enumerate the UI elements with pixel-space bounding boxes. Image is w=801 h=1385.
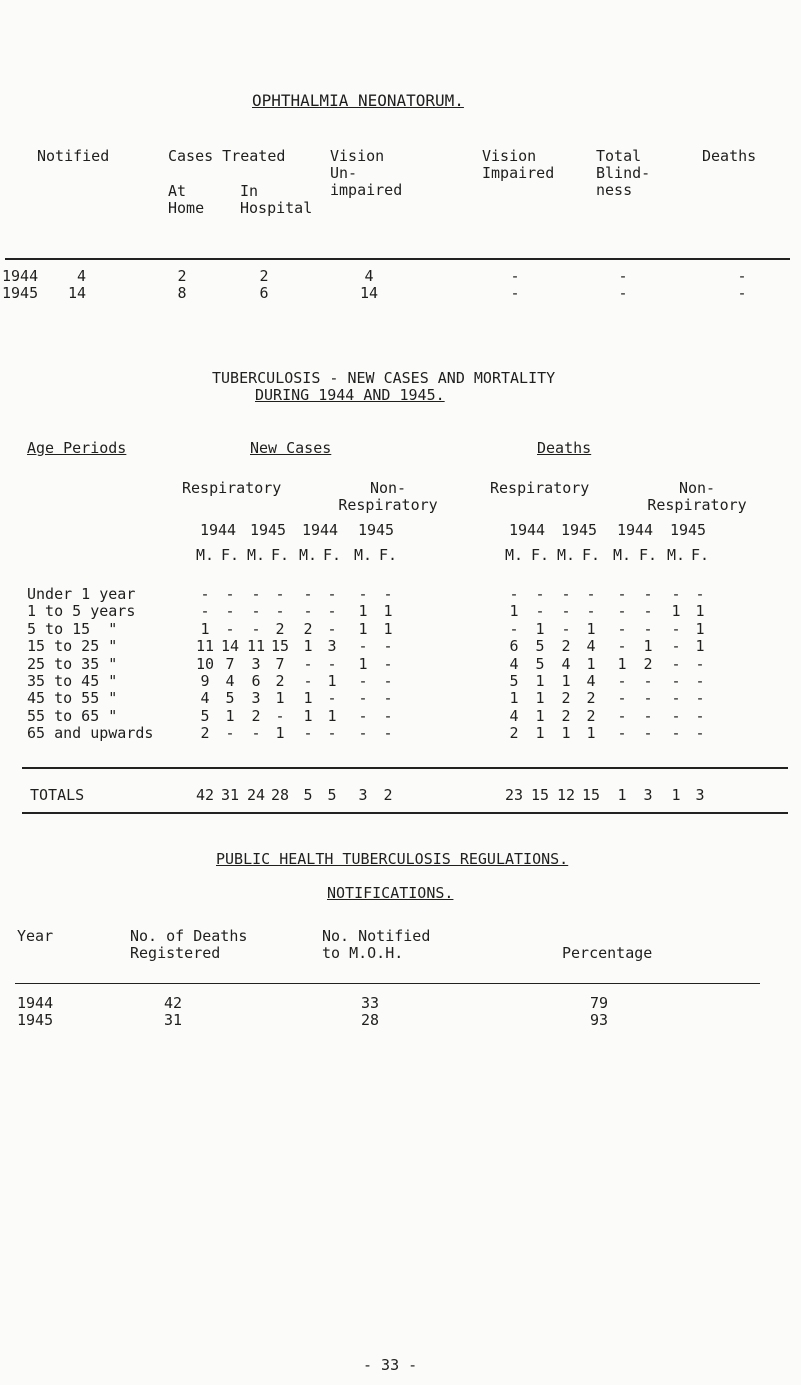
table-cell: 2 [561,706,571,725]
age-period-label: 25 to 35 " [27,654,118,673]
table-cell: - [225,724,235,743]
table-cell: - [643,706,653,725]
table-cell: - [383,637,393,656]
unimpaired-value: 14 [359,284,379,302]
table-cell: 1 [358,654,368,673]
table-cell: - [617,672,627,690]
sex-header: F. [322,546,342,564]
table-cell: - [358,672,368,690]
at-home-value: 8 [177,284,187,302]
table-cell: - [358,724,368,743]
total-cell: 3 [358,786,368,804]
total-cell: 5 [327,786,337,804]
deaths-non-respiratory: Non- Respiratory [647,479,747,514]
table-cell: 1 [695,619,705,638]
reg-year: 1945 [17,1011,54,1029]
table-cell: - [617,637,627,656]
total-cell: 12 [556,786,576,804]
year-header: 1944 [508,521,546,539]
table-cell: 1 [535,689,545,708]
table-cell: 2 [561,637,571,656]
impaired-value: - [510,267,520,285]
deaths-label: Deaths [537,439,592,457]
totals-bottom-rule [22,812,788,814]
table-cell: - [671,724,681,743]
table-cell: - [275,585,285,603]
table-cell: - [695,724,705,743]
totals-label: TOTALS [30,786,85,804]
table-cell: 1 [535,724,545,743]
table-cell: - [303,654,313,673]
sex-header: F. [690,546,710,564]
table-cell: 4 [586,672,596,690]
total-cell: 31 [220,786,240,804]
table-cell: - [617,602,627,621]
table-cell: 5 [225,689,235,708]
table-cell: 4 [561,654,571,673]
table-cell: - [383,706,393,725]
table-cell: 1 [586,619,596,638]
new-cases-label: New Cases [250,439,332,457]
table-cell: - [383,654,393,673]
age-periods-label: Age Periods [27,439,127,457]
sex-header: F. [378,546,398,564]
table-cell: 9 [200,672,210,690]
age-period-label: 45 to 55 " [27,689,118,708]
table-cell: - [327,602,337,621]
table-cell: - [383,585,393,603]
table-cell: - [617,619,627,638]
table-cell: 1 [695,602,705,621]
table-cell: - [561,585,571,603]
year: 1945 [2,284,39,302]
table-cell: 4 [225,672,235,690]
table-cell: - [327,619,337,638]
table-cell: 2 [586,706,596,725]
sex-header: M. [666,546,686,564]
tb-title-line2: DURING 1944 AND 1945. [255,386,445,404]
table-cell: 10 [195,654,215,673]
table-cell: - [358,689,368,708]
table-cell: - [327,689,337,708]
table-cell: 1 [200,619,210,638]
table-cell: 6 [251,672,261,690]
age-period-label: 1 to 5 years [27,602,136,621]
table-cell: 1 [535,672,545,690]
sex-header: M. [298,546,318,564]
age-period-label: 35 to 45 " [27,672,118,690]
table-cell: 1 [225,706,235,725]
table-cell: 1 [586,724,596,743]
regulations-header-rule [15,983,760,984]
table-cell: 1 [561,672,571,690]
reg-year: 1944 [17,994,54,1012]
notified-value: 14 [67,284,86,302]
sex-header: F. [220,546,240,564]
year: 1944 [2,267,39,285]
table-cell: - [535,585,545,603]
table-cell: 4 [509,706,519,725]
total-cell: 1 [671,786,681,804]
reg-header-notified: No. Notified to M.O.H. [322,927,431,962]
year-header: 1945 [249,521,287,539]
table-cell: - [671,654,681,673]
table-cell: - [383,672,393,690]
reg-notified: 28 [360,1011,380,1029]
table-cell: 11 [246,637,266,656]
new-cases-non-respiratory: Non- Respiratory [338,479,438,514]
sex-header: M. [353,546,373,564]
ophthalmia-title: OPHTHALMIA NEONATORUM. [252,91,464,110]
new-cases-respiratory: Respiratory [182,479,282,497]
table-cell: 4 [509,654,519,673]
sex-header: M. [612,546,632,564]
sex-header: M. [504,546,524,564]
total-cell: 15 [581,786,601,804]
table-cell: 3 [251,689,261,708]
unimpaired-value: 4 [364,267,374,285]
table-cell: - [535,602,545,621]
year-header: 1944 [616,521,654,539]
table-cell: - [225,619,235,638]
table-cell: 6 [509,637,519,656]
table-cell: - [643,672,653,690]
table-cell: 1 [327,672,337,690]
header-in-hospital: In Hospital [240,182,313,217]
reg-header-year: Year [17,927,54,945]
table-cell: 7 [225,654,235,673]
reg-header-percentage: Percentage [562,944,653,962]
table-cell: 4 [200,689,210,708]
sex-header: M. [556,546,576,564]
deaths-value: - [737,284,747,302]
table-cell: - [617,706,627,725]
header-deaths: Deaths [702,147,757,165]
total-cell: 24 [246,786,266,804]
table-cell: 15 [270,637,290,656]
total-cell: 23 [504,786,524,804]
page-number: - 33 - [363,1356,418,1374]
regulations-title: PUBLIC HEALTH TUBERCULOSIS REGULATIONS. [216,850,569,868]
table-cell: 5 [509,672,519,690]
tb-title-line1: TUBERCULOSIS - NEW CASES AND MORTALITY [212,369,556,387]
table-cell: - [695,706,705,725]
year-header: 1945 [560,521,598,539]
year-header: 1944 [199,521,237,539]
table-cell: 1 [509,602,519,621]
total-cell: 42 [195,786,215,804]
table-cell: 1 [358,602,368,621]
table-cell: - [643,585,653,603]
table-cell: 1 [358,619,368,638]
table-cell: - [303,602,313,621]
table-cell: - [671,619,681,638]
table-cell: - [383,689,393,708]
total-cell: 1 [617,786,627,804]
table-cell: - [275,602,285,621]
table-cell: - [225,602,235,621]
table-cell: 4 [586,637,596,656]
at-home-value: 2 [177,267,187,285]
reg-deaths: 31 [163,1011,183,1029]
table-cell: 5 [535,637,545,656]
table-cell: 2 [509,724,519,743]
totals-top-rule [22,767,788,769]
table-cell: 2 [643,654,653,673]
table-cell: 2 [251,706,261,725]
reg-percentage: 93 [589,1011,609,1029]
table-cell: - [509,585,519,603]
age-period-label: 65 and upwards [27,724,154,743]
table-cell: - [303,672,313,690]
table-cell: - [695,654,705,673]
age-period-label: Under 1 year [27,585,136,603]
table-cell: - [509,619,519,638]
table-cell: - [617,689,627,708]
table-cell: 1 [383,619,393,638]
table-cell: 5 [200,706,210,725]
table-cell: 1 [303,637,313,656]
table-cell: 3 [327,637,337,656]
table-cell: - [303,724,313,743]
table-cell: 1 [535,619,545,638]
total-cell: 15 [530,786,550,804]
table-cell: - [251,585,261,603]
header-vision-impaired: Vision Impaired [482,147,555,182]
table-cell: - [200,585,210,603]
table-cell: 1 [671,602,681,621]
table-cell: - [643,602,653,621]
table-cell: 1 [695,637,705,656]
table-cell: - [671,585,681,603]
table-cell: - [303,585,313,603]
year-header: 1944 [301,521,339,539]
table-cell: - [561,619,571,638]
table-cell: - [586,602,596,621]
year-header: 1945 [669,521,707,539]
table-cell: 7 [275,654,285,673]
reg-notified: 33 [360,994,380,1012]
deaths-respiratory: Respiratory [490,479,590,497]
age-period-label: 5 to 15 " [27,619,118,638]
total-cell: 3 [695,786,705,804]
header-vision-unimpaired: Vision Un- impaired [330,147,403,199]
table-cell: - [695,672,705,690]
table-cell: - [358,585,368,603]
table-cell: - [251,724,261,743]
table-cell: 1 [535,706,545,725]
table-cell: - [275,706,285,725]
table-cell: 1 [617,654,627,673]
table-cell: - [358,706,368,725]
table-cell: - [561,602,571,621]
reg-deaths: 42 [163,994,183,1012]
table-cell: 5 [535,654,545,673]
sex-header: F. [530,546,550,564]
sex-header: F. [270,546,290,564]
table-cell: 14 [220,637,240,656]
table-cell: 11 [195,637,215,656]
table-cell: 1 [327,706,337,725]
total-cell: 5 [303,786,313,804]
year-header: 1945 [357,521,395,539]
reg-header-deaths: No. of Deaths Registered [130,927,248,962]
notified-value: 4 [76,267,86,285]
table-cell: - [643,689,653,708]
table-cell: 1 [303,706,313,725]
total-cell: 2 [383,786,393,804]
blindness-value: - [618,267,628,285]
table-cell: 2 [561,689,571,708]
table-cell: 1 [383,602,393,621]
total-cell: 3 [643,786,653,804]
table-cell: 1 [561,724,571,743]
header-total-blindness: Total Blind- ness [596,147,651,199]
sex-header: F. [581,546,601,564]
table-cell: - [327,724,337,743]
table-cell: 1 [509,689,519,708]
sex-header: M. [246,546,266,564]
table-cell: 2 [275,619,285,638]
table-cell: 1 [275,689,285,708]
table-cell: 2 [275,672,285,690]
age-period-label: 55 to 65 " [27,706,118,725]
in-hospital-value: 2 [259,267,269,285]
blindness-value: - [618,284,628,302]
table-cell: 1 [275,724,285,743]
impaired-value: - [510,284,520,302]
age-period-label: 15 to 25 " [27,637,118,656]
total-cell: 28 [270,786,290,804]
table-cell: - [643,619,653,638]
regulations-subtitle: NOTIFICATIONS. [327,884,454,902]
table-cell: - [586,585,596,603]
table-cell: - [643,724,653,743]
table-cell: 2 [303,619,313,638]
table-cell: 1 [586,654,596,673]
table-cell: - [327,654,337,673]
table-cell: 3 [251,654,261,673]
header-cases-treated: Cases Treated [168,147,286,165]
header-at-home: At Home [168,182,205,217]
reg-percentage: 79 [589,994,609,1012]
table-cell: - [251,619,261,638]
header-notified: Notified [37,147,110,165]
table-cell: 2 [586,689,596,708]
table-cell: - [617,585,627,603]
table-cell: 2 [200,724,210,743]
in-hospital-value: 6 [259,284,269,302]
table-cell: - [695,689,705,708]
deaths-value: - [737,267,747,285]
table-cell: - [671,689,681,708]
table-cell: - [671,672,681,690]
table-cell: - [225,585,235,603]
table-cell: - [383,724,393,743]
table-cell: - [327,585,337,603]
ophthalmia-header-rule [5,258,790,260]
table-cell: - [671,637,681,656]
table-cell: - [695,585,705,603]
sex-header: F. [638,546,658,564]
table-cell: - [200,602,210,621]
table-cell: 1 [643,637,653,656]
table-cell: - [671,706,681,725]
table-cell: - [617,724,627,743]
sex-header: M. [195,546,215,564]
table-cell: - [358,637,368,656]
table-cell: - [251,602,261,621]
table-cell: 1 [303,689,313,708]
